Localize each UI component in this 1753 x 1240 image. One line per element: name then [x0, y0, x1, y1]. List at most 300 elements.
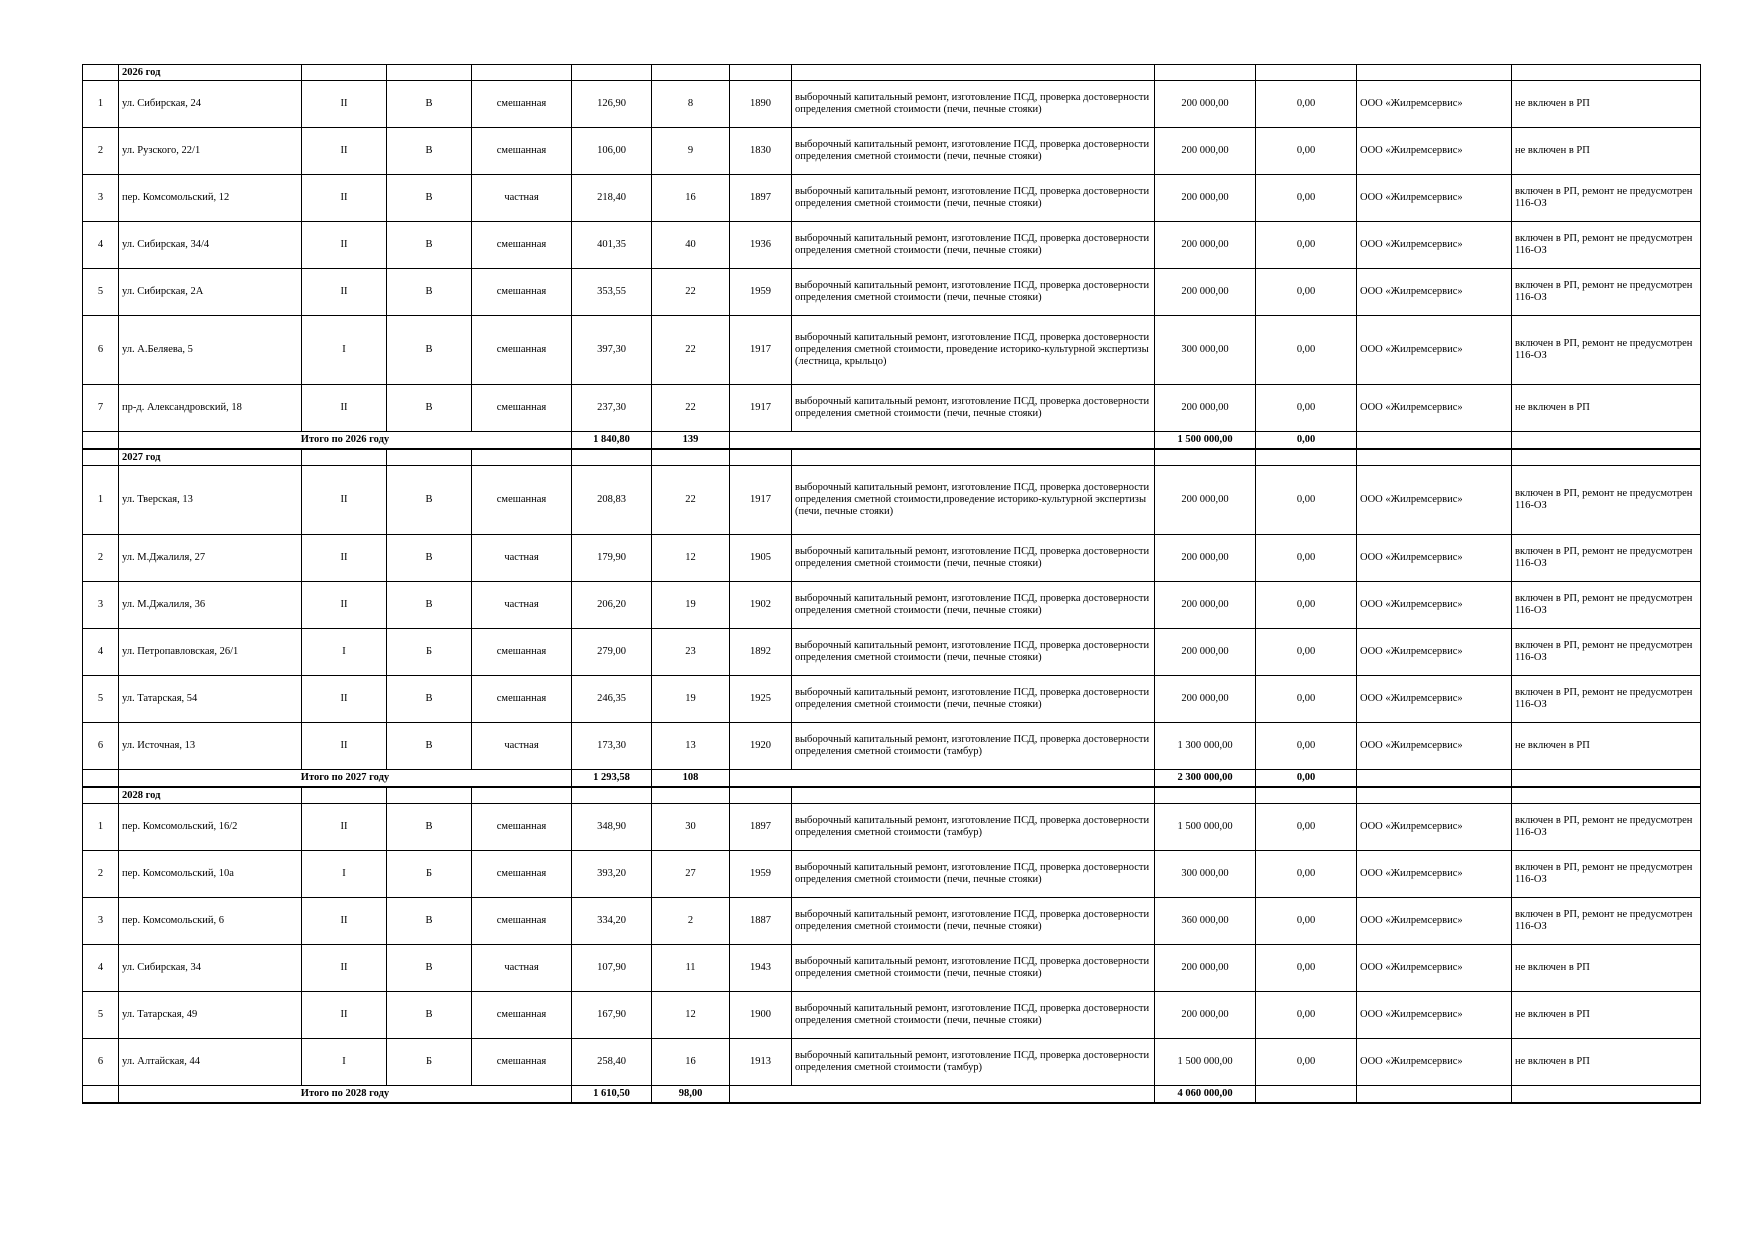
cost-cell: 200 000,00: [1155, 535, 1256, 582]
category-cell: II: [302, 222, 387, 269]
cost-cell: 360 000,00: [1155, 898, 1256, 945]
class-cell: В: [387, 723, 472, 770]
ownership-cell: частная: [472, 535, 572, 582]
class-cell: В: [387, 128, 472, 175]
cost-cell: 200 000,00: [1155, 582, 1256, 629]
year-built-cell: 1830: [730, 128, 792, 175]
category-cell: II: [302, 804, 387, 851]
residents-cell: 22: [652, 316, 730, 385]
category-cell: II: [302, 992, 387, 1039]
empty-cell: [730, 449, 792, 466]
cost-cell: 200 000,00: [1155, 676, 1256, 723]
address-cell: пр-д. Александровский, 18: [119, 385, 302, 432]
address-cell: ул. Татарская, 49: [119, 992, 302, 1039]
total-residents: 139: [652, 432, 730, 450]
empty-cell: [1357, 449, 1512, 466]
ownership-cell: частная: [472, 945, 572, 992]
area-cell: 246,35: [572, 676, 652, 723]
paid-cell: 0,00: [1256, 269, 1357, 316]
ownership-cell: смешанная: [472, 1039, 572, 1086]
ownership-cell: смешанная: [472, 466, 572, 535]
address-cell: ул. Источная, 13: [119, 723, 302, 770]
year-built-cell: 1920: [730, 723, 792, 770]
contractor-cell: ООО «Жилремсервис»: [1357, 723, 1512, 770]
ownership-cell: смешанная: [472, 804, 572, 851]
ownership-cell: смешанная: [472, 81, 572, 128]
category-cell: I: [302, 1039, 387, 1086]
cost-cell: 300 000,00: [1155, 851, 1256, 898]
year-built-cell: 1913: [730, 1039, 792, 1086]
empty-cell: [1512, 65, 1701, 81]
table-row: [83, 81, 1701, 128]
empty-cell: [1256, 65, 1357, 81]
empty-cell: [302, 65, 387, 81]
area-cell: 107,90: [572, 945, 652, 992]
row-number: 4: [83, 629, 119, 676]
empty-cell: [83, 787, 119, 804]
address-cell: ул. М.Джалиля, 27: [119, 535, 302, 582]
note-cell: не включен в РП: [1512, 128, 1701, 175]
contractor-cell: ООО «Жилремсервис»: [1357, 316, 1512, 385]
work-description-cell: выборочный капитальный ремонт, изготовление ПСД, проверка достоверности определения сметной стоимости (тамбур): [792, 1039, 1155, 1086]
area-cell: 353,55: [572, 269, 652, 316]
cost-cell: 200 000,00: [1155, 992, 1256, 1039]
cost-cell: 200 000,00: [1155, 269, 1256, 316]
year-built-cell: 1943: [730, 945, 792, 992]
table-row: [83, 466, 1701, 535]
ownership-cell: смешанная: [472, 316, 572, 385]
work-description-cell: выборочный капитальный ремонт, изготовление ПСД, проверка достоверности определения сметной стоимости (печи, печные стояки): [792, 851, 1155, 898]
total-paid: 0,00: [1256, 770, 1357, 788]
work-description-cell: выборочный капитальный ремонт, изготовление ПСД, проверка достоверности определения сметной стоимости (тамбур): [792, 804, 1155, 851]
table-row: [83, 676, 1701, 723]
table-row: [83, 992, 1701, 1039]
area-cell: 167,90: [572, 992, 652, 1039]
cost-cell: 200 000,00: [1155, 81, 1256, 128]
cost-cell: 200 000,00: [1155, 385, 1256, 432]
area-cell: 397,30: [572, 316, 652, 385]
empty-cell: [1155, 65, 1256, 81]
cost-cell: 200 000,00: [1155, 222, 1256, 269]
total-cost: 1 500 000,00: [1155, 432, 1256, 450]
area-cell: 218,40: [572, 175, 652, 222]
note-cell: не включен в РП: [1512, 1039, 1701, 1086]
note-cell: не включен в РП: [1512, 945, 1701, 992]
category-cell: II: [302, 723, 387, 770]
ownership-cell: смешанная: [472, 898, 572, 945]
residents-cell: 16: [652, 175, 730, 222]
row-number: 5: [83, 992, 119, 1039]
empty-cell: [572, 65, 652, 81]
residents-cell: 19: [652, 582, 730, 629]
paid-cell: 0,00: [1256, 466, 1357, 535]
year-header-row: [83, 65, 1701, 81]
class-cell: В: [387, 992, 472, 1039]
paid-cell: 0,00: [1256, 535, 1357, 582]
year-built-cell: 1959: [730, 851, 792, 898]
paid-cell: 0,00: [1256, 723, 1357, 770]
residents-cell: 40: [652, 222, 730, 269]
empty-cell: [1357, 1086, 1512, 1104]
year-built-cell: 1925: [730, 676, 792, 723]
cost-cell: 200 000,00: [1155, 128, 1256, 175]
year-label: 2028 год: [119, 787, 302, 804]
paid-cell: 0,00: [1256, 222, 1357, 269]
class-cell: В: [387, 898, 472, 945]
category-cell: II: [302, 269, 387, 316]
row-number: 5: [83, 676, 119, 723]
table-body: [83, 65, 1701, 1104]
table-row: [83, 582, 1701, 629]
area-cell: 106,00: [572, 128, 652, 175]
address-cell: ул. Алтайская, 44: [119, 1039, 302, 1086]
table-row: [83, 316, 1701, 385]
category-cell: II: [302, 128, 387, 175]
empty-cell: [652, 449, 730, 466]
ownership-cell: частная: [472, 175, 572, 222]
category-cell: II: [302, 175, 387, 222]
total-label: Итого по 2026 году: [119, 432, 572, 450]
year-built-cell: 1897: [730, 175, 792, 222]
residents-cell: 22: [652, 269, 730, 316]
note-cell: включен в РП, ремонт не предусмотрен 116-ОЗ: [1512, 316, 1701, 385]
cost-cell: 1 500 000,00: [1155, 1039, 1256, 1086]
address-cell: ул. Сибирская, 34/4: [119, 222, 302, 269]
empty-cell: [387, 787, 472, 804]
empty-cell: [792, 65, 1155, 81]
empty-cell: [730, 787, 792, 804]
contractor-cell: ООО «Жилремсервис»: [1357, 804, 1512, 851]
total-label: Итого по 2027 году: [119, 770, 572, 788]
paid-cell: 0,00: [1256, 898, 1357, 945]
work-description-cell: выборочный капитальный ремонт, изготовление ПСД, проверка достоверности определения сметной стоимости (печи, печные стояки): [792, 535, 1155, 582]
residents-cell: 27: [652, 851, 730, 898]
total-label: Итого по 2028 году: [119, 1086, 572, 1104]
work-description-cell: выборочный капитальный ремонт, изготовление ПСД, проверка достоверности определения сметной стоимости (печи, печные стояки): [792, 992, 1155, 1039]
paid-cell: 0,00: [1256, 385, 1357, 432]
note-cell: включен в РП, ремонт не предусмотрен 116-ОЗ: [1512, 269, 1701, 316]
empty-cell: [1512, 1086, 1701, 1104]
class-cell: В: [387, 385, 472, 432]
address-cell: ул. Сибирская, 2А: [119, 269, 302, 316]
empty-cell: [1256, 787, 1357, 804]
note-cell: включен в РП, ремонт не предусмотрен 116-ОЗ: [1512, 535, 1701, 582]
ownership-cell: смешанная: [472, 128, 572, 175]
paid-cell: 0,00: [1256, 81, 1357, 128]
note-cell: включен в РП, ремонт не предусмотрен 116-ОЗ: [1512, 676, 1701, 723]
contractor-cell: ООО «Жилремсервис»: [1357, 629, 1512, 676]
table-row: [83, 128, 1701, 175]
total-residents: 98,00: [652, 1086, 730, 1104]
total-residents: 108: [652, 770, 730, 788]
work-description-cell: выборочный капитальный ремонт, изготовление ПСД, проверка достоверности определения сметной стоимости (печи, печные стояки): [792, 676, 1155, 723]
row-number: 2: [83, 535, 119, 582]
paid-cell: 0,00: [1256, 851, 1357, 898]
year-built-cell: 1902: [730, 582, 792, 629]
category-cell: I: [302, 629, 387, 676]
year-built-cell: 1917: [730, 316, 792, 385]
residents-cell: 22: [652, 466, 730, 535]
paid-cell: 0,00: [1256, 945, 1357, 992]
note-cell: не включен в РП: [1512, 992, 1701, 1039]
contractor-cell: ООО «Жилремсервис»: [1357, 81, 1512, 128]
total-area: 1 840,80: [572, 432, 652, 450]
table-row: [83, 535, 1701, 582]
category-cell: II: [302, 466, 387, 535]
cost-cell: 300 000,00: [1155, 316, 1256, 385]
work-description-cell: выборочный капитальный ремонт, изготовление ПСД, проверка достоверности определения сметной стоимости (печи, печные стояки): [792, 81, 1155, 128]
empty-cell: [792, 449, 1155, 466]
paid-cell: 0,00: [1256, 676, 1357, 723]
note-cell: включен в РП, ремонт не предусмотрен 116-ОЗ: [1512, 898, 1701, 945]
address-cell: ул. А.Беляева, 5: [119, 316, 302, 385]
work-description-cell: выборочный капитальный ремонт, изготовление ПСД, проверка достоверности определения сметной стоимости (печи, печные стояки): [792, 945, 1155, 992]
work-description-cell: выборочный капитальный ремонт, изготовление ПСД, проверка достоверности определения сметной стоимости (печи, печные стояки): [792, 898, 1155, 945]
empty-cell: [83, 449, 119, 466]
paid-cell: 0,00: [1256, 804, 1357, 851]
year-label: 2027 год: [119, 449, 302, 466]
note-cell: не включен в РП: [1512, 385, 1701, 432]
empty-cell: [1357, 432, 1512, 450]
category-cell: I: [302, 316, 387, 385]
area-cell: 126,90: [572, 81, 652, 128]
work-description-cell: выборочный капитальный ремонт, изготовление ПСД, проверка достоверности определения сметной стоимости,проведение историко-культурной экспертизы (печи, печные стояки): [792, 466, 1155, 535]
empty-cell: [1256, 449, 1357, 466]
residents-cell: 19: [652, 676, 730, 723]
category-cell: II: [302, 81, 387, 128]
table-row: [83, 898, 1701, 945]
row-number: 3: [83, 582, 119, 629]
paid-cell: 0,00: [1256, 175, 1357, 222]
empty-cell: [387, 449, 472, 466]
empty-cell: [1512, 449, 1701, 466]
area-cell: 258,40: [572, 1039, 652, 1086]
contractor-cell: ООО «Жилремсервис»: [1357, 535, 1512, 582]
table-row: [83, 851, 1701, 898]
empty-cell: [1512, 770, 1701, 788]
contractor-cell: ООО «Жилремсервис»: [1357, 676, 1512, 723]
empty-cell: [83, 770, 119, 788]
class-cell: В: [387, 804, 472, 851]
residents-cell: 12: [652, 535, 730, 582]
class-cell: В: [387, 535, 472, 582]
work-description-cell: выборочный капитальный ремонт, изготовление ПСД, проверка достоверности определения сметной стоимости, проведение историко-культурной экспертизы (лестница, крыльцо): [792, 316, 1155, 385]
ownership-cell: смешанная: [472, 992, 572, 1039]
contractor-cell: ООО «Жилремсервис»: [1357, 945, 1512, 992]
class-cell: В: [387, 316, 472, 385]
row-number: 6: [83, 1039, 119, 1086]
year-built-cell: 1892: [730, 629, 792, 676]
empty-cell: [83, 1086, 119, 1104]
address-cell: ул. Рузского, 22/1: [119, 128, 302, 175]
contractor-cell: ООО «Жилремсервис»: [1357, 992, 1512, 1039]
row-number: 6: [83, 723, 119, 770]
total-paid: [1256, 1086, 1357, 1104]
empty-cell: [1155, 449, 1256, 466]
class-cell: В: [387, 175, 472, 222]
table-row: [83, 269, 1701, 316]
table-row: [83, 1039, 1701, 1086]
note-cell: включен в РП, ремонт не предусмотрен 116-ОЗ: [1512, 851, 1701, 898]
empty-cell: [472, 787, 572, 804]
ownership-cell: смешанная: [472, 222, 572, 269]
year-built-cell: 1917: [730, 385, 792, 432]
empty-cell: [1512, 787, 1701, 804]
contractor-cell: ООО «Жилремсервис»: [1357, 898, 1512, 945]
year-total-row: [83, 432, 1701, 450]
note-cell: не включен в РП: [1512, 723, 1701, 770]
category-cell: II: [302, 898, 387, 945]
class-cell: Б: [387, 851, 472, 898]
work-description-cell: выборочный капитальный ремонт, изготовление ПСД, проверка достоверности определения сметной стоимости (печи, печные стояки): [792, 175, 1155, 222]
work-description-cell: выборочный капитальный ремонт, изготовление ПСД, проверка достоверности определения сметной стоимости (печи, печные стояки): [792, 222, 1155, 269]
paid-cell: 0,00: [1256, 128, 1357, 175]
empty-cell: [1155, 787, 1256, 804]
note-cell: включен в РП, ремонт не предусмотрен 116-ОЗ: [1512, 175, 1701, 222]
row-number: 3: [83, 175, 119, 222]
residents-cell: 11: [652, 945, 730, 992]
class-cell: В: [387, 582, 472, 629]
paid-cell: 0,00: [1256, 1039, 1357, 1086]
empty-cell: [1357, 770, 1512, 788]
area-cell: 393,20: [572, 851, 652, 898]
empty-cell: [792, 787, 1155, 804]
address-cell: пер. Комсомольский, 6: [119, 898, 302, 945]
address-cell: пер. Комсомольский, 10а: [119, 851, 302, 898]
note-cell: включен в РП, ремонт не предусмотрен 116-ОЗ: [1512, 582, 1701, 629]
row-number: 3: [83, 898, 119, 945]
area-cell: 279,00: [572, 629, 652, 676]
year-built-cell: 1959: [730, 269, 792, 316]
address-cell: ул. Сибирская, 24: [119, 81, 302, 128]
total-cost: 4 060 000,00: [1155, 1086, 1256, 1104]
empty-cell: [302, 787, 387, 804]
year-built-cell: 1905: [730, 535, 792, 582]
residents-cell: 16: [652, 1039, 730, 1086]
row-number: 2: [83, 128, 119, 175]
empty-cell: [572, 449, 652, 466]
ownership-cell: смешанная: [472, 676, 572, 723]
year-header-row: [83, 787, 1701, 804]
empty-cell: [652, 65, 730, 81]
year-label: 2026 год: [119, 65, 302, 81]
area-cell: 334,20: [572, 898, 652, 945]
note-cell: включен в РП, ремонт не предусмотрен 116-ОЗ: [1512, 466, 1701, 535]
residents-cell: 22: [652, 385, 730, 432]
contractor-cell: ООО «Жилремсервис»: [1357, 222, 1512, 269]
category-cell: II: [302, 385, 387, 432]
empty-cell: [83, 65, 119, 81]
area-cell: 206,20: [572, 582, 652, 629]
cost-cell: 200 000,00: [1155, 945, 1256, 992]
row-number: 4: [83, 222, 119, 269]
contractor-cell: ООО «Жилремсервис»: [1357, 128, 1512, 175]
class-cell: В: [387, 676, 472, 723]
address-cell: ул. Тверская, 13: [119, 466, 302, 535]
work-description-cell: выборочный капитальный ремонт, изготовление ПСД, проверка достоверности определения сметной стоимости (тамбур): [792, 723, 1155, 770]
area-cell: 237,30: [572, 385, 652, 432]
capital-repair-table: [82, 64, 1701, 1104]
row-number: 4: [83, 945, 119, 992]
category-cell: II: [302, 676, 387, 723]
empty-cell: [387, 65, 472, 81]
table-row: [83, 804, 1701, 851]
empty-cell: [730, 65, 792, 81]
contractor-cell: ООО «Жилремсервис»: [1357, 385, 1512, 432]
contractor-cell: ООО «Жилремсервис»: [1357, 582, 1512, 629]
total-area: 1 610,50: [572, 1086, 652, 1104]
total-cost: 2 300 000,00: [1155, 770, 1256, 788]
row-number: 1: [83, 81, 119, 128]
address-cell: пер. Комсомольский, 16/2: [119, 804, 302, 851]
contractor-cell: ООО «Жилремсервис»: [1357, 1039, 1512, 1086]
residents-cell: 12: [652, 992, 730, 1039]
empty-cell: [1512, 432, 1701, 450]
residents-cell: 30: [652, 804, 730, 851]
total-paid: 0,00: [1256, 432, 1357, 450]
note-cell: включен в РП, ремонт не предусмотрен 116-ОЗ: [1512, 629, 1701, 676]
category-cell: I: [302, 851, 387, 898]
empty-cell: [730, 1086, 1155, 1104]
empty-cell: [472, 65, 572, 81]
residents-cell: 8: [652, 81, 730, 128]
paid-cell: 0,00: [1256, 629, 1357, 676]
note-cell: не включен в РП: [1512, 81, 1701, 128]
class-cell: В: [387, 81, 472, 128]
cost-cell: 1 300 000,00: [1155, 723, 1256, 770]
class-cell: В: [387, 466, 472, 535]
area-cell: 173,30: [572, 723, 652, 770]
total-area: 1 293,58: [572, 770, 652, 788]
year-built-cell: 1887: [730, 898, 792, 945]
residents-cell: 2: [652, 898, 730, 945]
ownership-cell: частная: [472, 723, 572, 770]
class-cell: Б: [387, 629, 472, 676]
area-cell: 401,35: [572, 222, 652, 269]
category-cell: II: [302, 535, 387, 582]
contractor-cell: ООО «Жилремсервис»: [1357, 175, 1512, 222]
row-number: 7: [83, 385, 119, 432]
address-cell: ул. М.Джалиля, 36: [119, 582, 302, 629]
row-number: 1: [83, 466, 119, 535]
empty-cell: [652, 787, 730, 804]
address-cell: ул. Петропавловская, 26/1: [119, 629, 302, 676]
category-cell: II: [302, 582, 387, 629]
year-built-cell: 1897: [730, 804, 792, 851]
table-row: [83, 945, 1701, 992]
work-description-cell: выборочный капитальный ремонт, изготовление ПСД, проверка достоверности определения сметной стоимости (печи, печные стояки): [792, 128, 1155, 175]
note-cell: включен в РП, ремонт не предусмотрен 116-ОЗ: [1512, 222, 1701, 269]
address-cell: пер. Комсомольский, 12: [119, 175, 302, 222]
year-header-row: [83, 449, 1701, 466]
work-description-cell: выборочный капитальный ремонт, изготовление ПСД, проверка достоверности определения сметной стоимости (печи, печные стояки): [792, 629, 1155, 676]
category-cell: II: [302, 945, 387, 992]
empty-cell: [472, 449, 572, 466]
row-number: 6: [83, 316, 119, 385]
empty-cell: [302, 449, 387, 466]
empty-cell: [1357, 787, 1512, 804]
paid-cell: 0,00: [1256, 582, 1357, 629]
ownership-cell: смешанная: [472, 851, 572, 898]
empty-cell: [1357, 65, 1512, 81]
row-number: 5: [83, 269, 119, 316]
year-built-cell: 1900: [730, 992, 792, 1039]
address-cell: ул. Сибирская, 34: [119, 945, 302, 992]
paid-cell: 0,00: [1256, 316, 1357, 385]
year-built-cell: 1890: [730, 81, 792, 128]
area-cell: 348,90: [572, 804, 652, 851]
contractor-cell: ООО «Жилремсервис»: [1357, 269, 1512, 316]
